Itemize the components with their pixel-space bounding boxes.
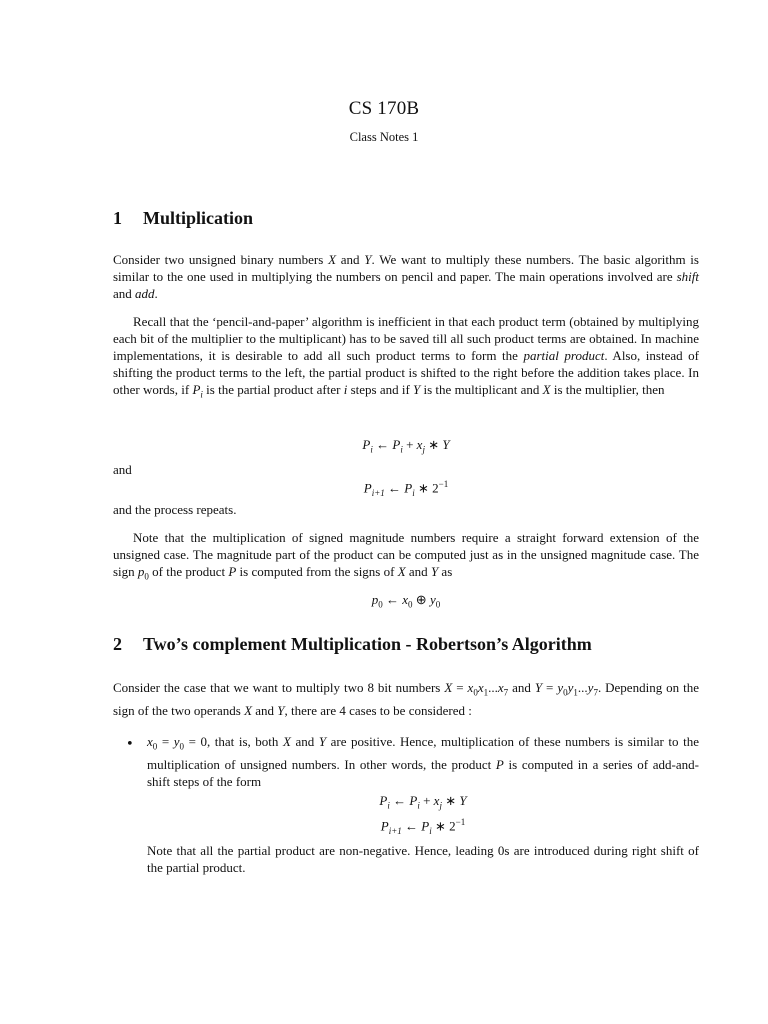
paragraph: and the process repeats. <box>113 502 237 517</box>
equation: $P_{i+1}$ ← $P_i$ ∗ $2^{-1}$ <box>363 479 449 498</box>
bullet-icon: • <box>126 737 134 752</box>
equation: $p_0$ ← $x_0$ ⊕ $y_0$ <box>371 592 441 610</box>
page-title: CS 170B <box>348 98 420 119</box>
equation: $P_i$ ← $P_i + x_j$ ∗ Y <box>379 793 467 811</box>
paragraph: Consider the case that we want to multiply two 8 bit numbers $X = x_0x_1...x_7$ and $Y = y_0y_1...y_7$. Depending on the sign of the two operands X and Y, there are 4 cases to be considered : <box>113 680 699 718</box>
section-title: Two’s complement Multiplication - Robertson’s Algorithm <box>143 634 592 654</box>
section-number: 2 <box>113 634 122 654</box>
section-title: Multiplication <box>143 208 254 228</box>
and-word: and <box>113 462 132 477</box>
page-subtitle: Class Notes 1 <box>349 130 419 144</box>
section-number: 1 <box>113 208 122 228</box>
paragraph: Recall that the ‘pencil-and-paper’ algorithm is inefficient in that each product term (obtained by multiplying each bit of the multiplier to the multiplicant) has to be saved till all such product terms are obtained. In machine implementations, it is desirable to add all such product terms to form the partial product. Also, instead of shifting the product terms to the left, the partial product is shifted to the right before the addition takes place. In other words, if $P_i$ is the partial product after i steps and if Y is the multiplicant and X is the multiplier, then <box>113 314 699 400</box>
paragraph: Consider two unsigned binary numbers X and Y. We want to multiply these numbers. The basic algorithm is similar to the one used in multiplying the numbers on pencil and paper. The main operations involved are shift and add. <box>113 252 699 301</box>
equation: $P_i$ ← $P_i + x_j$ ∗ Y <box>362 437 450 455</box>
section-2-heading <box>113 634 592 655</box>
paragraph: Note that all the partial product are non-negative. Hence, leading 0s are introduced during right shift of the partial product. <box>147 843 699 875</box>
list-item: $x_0 = y_0 = 0$, that is, both X and Y are positive. Hence, multiplication of these numbers is similar to the multiplication of unsigned numbers. In other words, the product P is computed in a series of add-and-shift steps of the form <box>147 734 699 789</box>
section-1-heading <box>113 208 253 229</box>
paragraph: Note that the multiplication of signed magnitude numbers require a straight forward extension of the unsigned case. The magnitude part of the product can be computed just as in the unsigned magnitude case. The sign $p_0$ of the product P is computed from the signs of X and Y as <box>113 530 699 582</box>
equation: $P_{i+1}$ ← $P_i$ ∗ $2^{-1}$ <box>380 817 466 836</box>
